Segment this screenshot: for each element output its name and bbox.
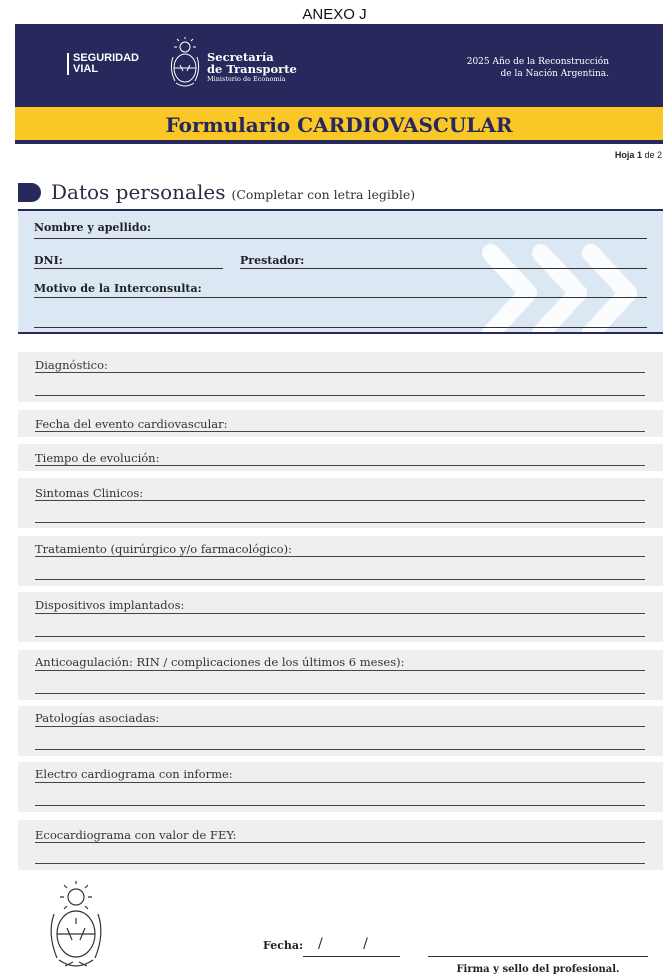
- field-row-echocardiogram: [18, 820, 663, 870]
- year-motto-line-1: 2025 Año de la Reconstrucción: [466, 57, 609, 67]
- associated-pathologies-label: Patologías asociadas:: [35, 711, 160, 725]
- devices-label: Dispositivos implantados:: [35, 598, 185, 612]
- page-total: de 2: [644, 150, 662, 160]
- header-banner: [15, 24, 663, 107]
- ecg-label: Electro cardiograma con informe:: [35, 767, 233, 781]
- provider-input-line[interactable]: [240, 268, 647, 269]
- year-motto-line-2: de la Nación Argentina.: [500, 69, 609, 79]
- name-label: Nombre y apellido:: [34, 221, 152, 234]
- section-title: Datos personales: [51, 180, 226, 204]
- date-slashes: / /: [318, 936, 386, 952]
- dni-label: DNI:: [34, 254, 63, 267]
- devices-input-line-2[interactable]: [35, 636, 645, 637]
- reason-label: Motivo de la Interconsulta:: [34, 282, 202, 295]
- reason-input-line-2[interactable]: [34, 327, 647, 328]
- symptoms-label: Sintomas Clinicos:: [35, 486, 144, 500]
- page-indicator: [615, 150, 662, 160]
- ministry-line-2: de Transporte: [207, 62, 297, 76]
- associated-pathologies-input-line-1[interactable]: [35, 726, 645, 727]
- logo-line-1: SEGURIDAD: [73, 52, 140, 64]
- field-row-ecg: [18, 762, 663, 812]
- echocardiogram-input-line-2[interactable]: [35, 863, 645, 864]
- title-divider: [15, 140, 663, 144]
- year-motto: [467, 56, 609, 80]
- coat-of-arms-icon: [167, 37, 203, 93]
- field-row-treatment: [18, 536, 663, 586]
- symptoms-input-line-1[interactable]: [35, 500, 645, 501]
- form-title: Formulario CARDIOVASCULAR: [15, 107, 663, 140]
- logo-line-2: VIAL: [73, 63, 99, 75]
- dni-input-line[interactable]: [34, 268, 223, 269]
- field-row-associated-pathologies: [18, 706, 663, 756]
- echocardiogram-label: Ecocardiograma con valor de FEY:: [35, 828, 237, 842]
- field-row-symptoms: [18, 478, 663, 528]
- event-date-label: Fecha del evento cardiovascular:: [35, 417, 228, 431]
- section-subtitle: (Completar con letra legible): [231, 187, 416, 202]
- anticoagulation-input-line-2[interactable]: [35, 693, 645, 694]
- section-header: [18, 180, 415, 204]
- devices-input-line-1[interactable]: [35, 613, 645, 614]
- provider-label: Prestador:: [240, 254, 305, 267]
- date-input-line[interactable]: [303, 956, 400, 957]
- annex-label: ANEXO J: [302, 6, 367, 23]
- page-current: 1: [636, 150, 642, 160]
- personal-data-panel: [18, 209, 663, 334]
- page-prefix: Hoja: [614, 150, 635, 160]
- evolution-time-input-line[interactable]: [35, 465, 645, 466]
- anticoagulation-input-line-1[interactable]: [35, 670, 645, 671]
- ministry-line-1: Secretaría: [207, 50, 274, 64]
- event-date-input-line[interactable]: [35, 431, 645, 432]
- reason-input-line-1[interactable]: [34, 297, 647, 298]
- field-row-diagnosis: [18, 352, 663, 402]
- signature-input-line[interactable]: [428, 956, 648, 957]
- evolution-time-label: Tiempo de evolución:: [35, 451, 160, 465]
- ecg-input-line-1[interactable]: [35, 782, 645, 783]
- ministry-line-3: Ministerio de Economía: [207, 75, 286, 83]
- section-marker-icon: [18, 183, 41, 202]
- symptoms-input-line-2[interactable]: [35, 522, 645, 523]
- diagnosis-input-line-2[interactable]: [35, 395, 645, 396]
- diagnosis-input-line-1[interactable]: [35, 372, 645, 373]
- echocardiogram-input-line-1[interactable]: [35, 842, 645, 843]
- treatment-label: Tratamiento (quirúrgico y/o farmacológico):: [35, 542, 292, 556]
- field-row-evolution-time: [18, 444, 663, 471]
- signature-label: Firma y sello del profesional.: [456, 964, 620, 975]
- date-label: Fecha:: [263, 939, 304, 952]
- anticoagulation-label: Anticoagulación: RIN / complicaciones de los últimos 6 meses):: [35, 655, 405, 669]
- chevron-decoration-icon: [473, 243, 663, 334]
- name-input-line[interactable]: [34, 238, 647, 239]
- ministry-logo: [207, 51, 297, 83]
- ecg-input-line-2[interactable]: [35, 805, 645, 806]
- field-row-devices: [18, 592, 663, 642]
- coat-of-arms-icon: [45, 880, 107, 976]
- treatment-input-line-1[interactable]: [35, 556, 645, 557]
- field-row-anticoagulation: [18, 650, 663, 700]
- diagnosis-label: Diagnóstico:: [35, 358, 108, 372]
- field-row-event-date: [18, 410, 663, 437]
- associated-pathologies-input-line-2[interactable]: [35, 749, 645, 750]
- treatment-input-line-2[interactable]: [35, 579, 645, 580]
- seguridad-vial-logo: [67, 53, 139, 75]
